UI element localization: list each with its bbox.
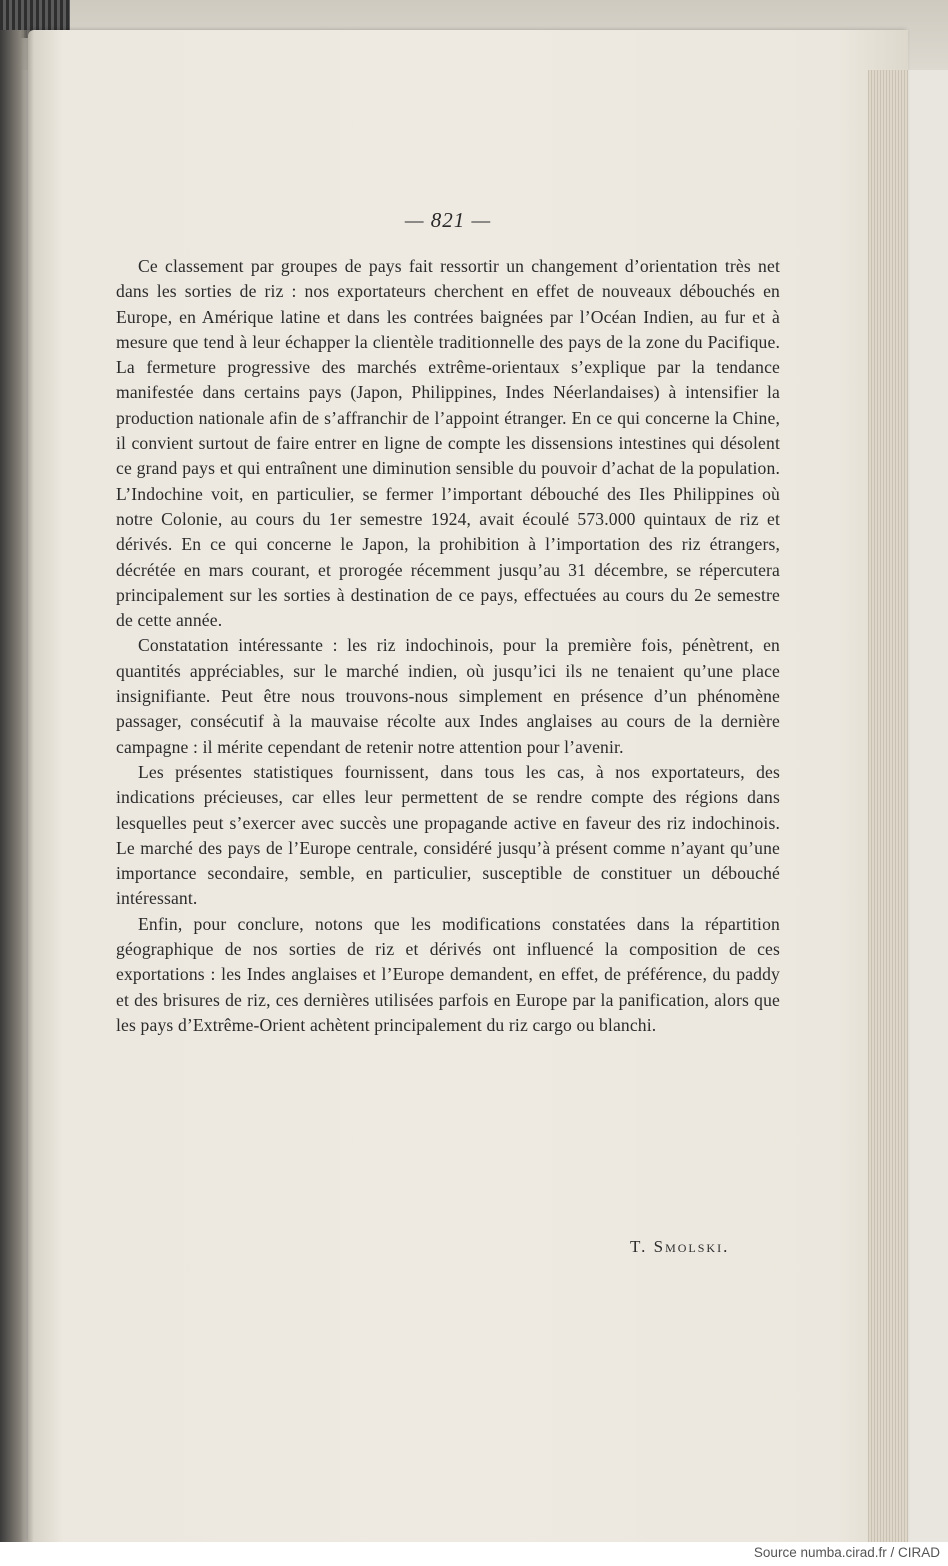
paragraph-1: Ce classement par groupes de pays fait ressortir un changement d’orientation très net dans les sorties de riz : nos exportateurs cherchent en effet de nouveaux débouchés en Europe, en Amérique latine et dans les contrées baignées par l’Océan Indien, au fur et à mesure que tend à leur échapper la clientèle traditionnelle des pays de la zone du Pacifique. La fermeture progressive des marchés extrême-orientaux s’explique par la tendance manifestée dans certains pays (Japon, Philippines, Indes Néerlandaises) à intensifier la production nationale afin de s’affranchir de l’appoint étranger. En ce qui concerne la Chine, il convient surtout de faire entrer en ligne de compte les dissensions intestines qui désolent ce grand pays et qui entraînent une diminution sensible du pouvoir d’achat de la population. L’Indochine voit, en particulier, se fermer l’important débouché des Iles Philippines où notre Colonie, au cours du 1er semestre 1924, avait écoulé 573.000 quintaux de riz et dérivés. En ce qui concerne le Japon, la prohibition à l’importation des riz étrangers, décrétée en mars courant, et prorogée récemment jusqu’au 31 décembre, se répercutera principalement sur les sorties à destination de ce pays, effectuées au cours du 2e semestre de cette année. bbox=[116, 256, 780, 631]
paragraph-3: Les présentes statistiques fournissent, dans tous les cas, à nos exportateurs, des indications précieuses, car elles leur permettent de se rendre compte des régions dans lesquelles peut s’exercer avec succès une propagande active en faveur des riz indochinois. Le marché des pays de l’Europe centrale, considéré jusqu’à présent comme n’ayant qu’une importance secondaire, semble, en particulier, susceptible de constituer un débouché intéressant. bbox=[116, 761, 780, 909]
body-text bbox=[116, 254, 780, 1038]
page-number: — 821 — bbox=[404, 208, 492, 232]
page-stack-edge bbox=[868, 70, 908, 1542]
gutter-shadow bbox=[0, 30, 34, 1542]
paragraph-2: Constatation intéressante : les riz indochinois, pour la première fois, pénètrent, en quantités appréciables, sur le marché indien, où jusqu’ici ils ne tenaient qu’une place insignifiante. Peut être nous trouvons-nous simplement en présence d’un phénomène passager, consécutif à la mauvaise récolte aux Indes anglaises au cours de la dernière campagne : il mérite cependant de retenir notre attention pour l’avenir. bbox=[116, 635, 780, 757]
paragraph-4: Enfin, pour conclure, notons que les modifications constatées dans la répartition géographique de nos sorties de riz et dérivés ont influencé la composition de ces exportations : les Indes anglaises et l’Europe demandent, en effet, de préférence, du paddy et des brisures de riz, ces dernières utilisées parfois en Europe par la panification, alors que les pays d’Extrême-Orient achètent principalement du riz cargo ou blanchi. bbox=[116, 913, 780, 1035]
source-credit: Source numba.cirad.fr / CIRAD bbox=[753, 1545, 940, 1560]
author-signature: T. Smolski. bbox=[630, 1237, 730, 1256]
